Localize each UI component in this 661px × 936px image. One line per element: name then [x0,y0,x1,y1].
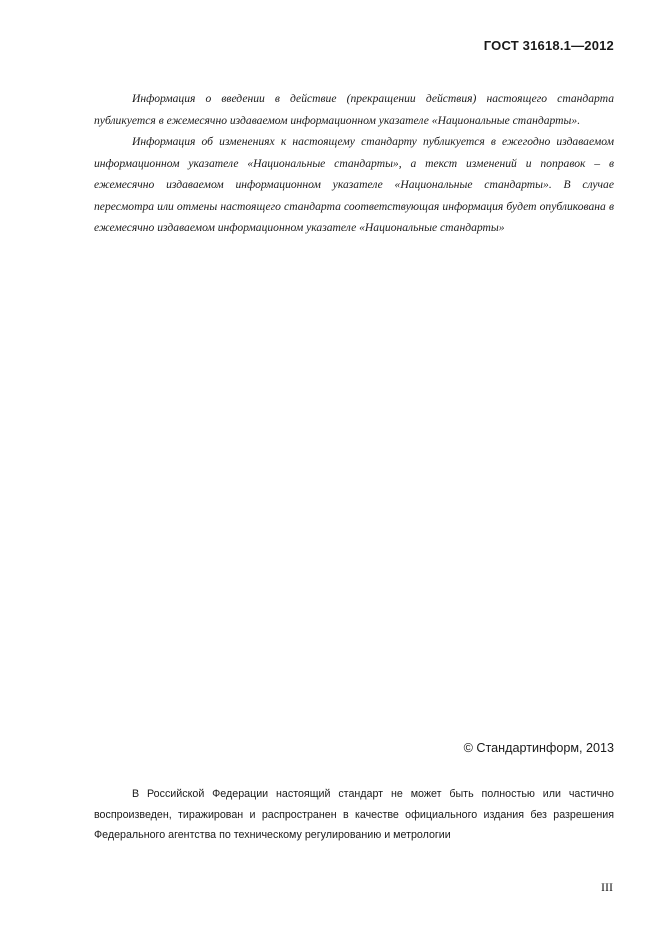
document-header-id: ГОСТ 31618.1—2012 [483,38,614,53]
info-paragraph-1: Информация о введении в действие (прекращении действия) настоящего стандарта публикуется в ежемесячно издаваемом информационном указателе «Национальные стандарты». [94,92,614,127]
copyright-line: © Стандартинформ, 2013 [463,741,614,755]
publication-info-block [94,88,614,239]
page-number: III [601,880,613,894]
info-paragraph-2: Информация об изменениях к настоящему стандарту публикуется в ежегодно издаваемом информационном указателе «Национальные стандарты», а текст изменений и поправок – в ежемесячно издаваемом информационном указателе «Национальные стандарты». В случае пересмотра или отмены настоящего стандарта соответствующая информация будет опубликована в ежемесячно издаваемом информационном указателе «Национальные стандарты» [94,135,614,234]
reproduction-notice-text: В Российской Федерации настоящий стандарт не может быть полностью или частично воспроизведен, тиражирован и распространен в качестве официального издания без разрешения Федерального агентства по техническому регулированию и метрологии [94,788,614,841]
reproduction-notice [94,784,614,846]
